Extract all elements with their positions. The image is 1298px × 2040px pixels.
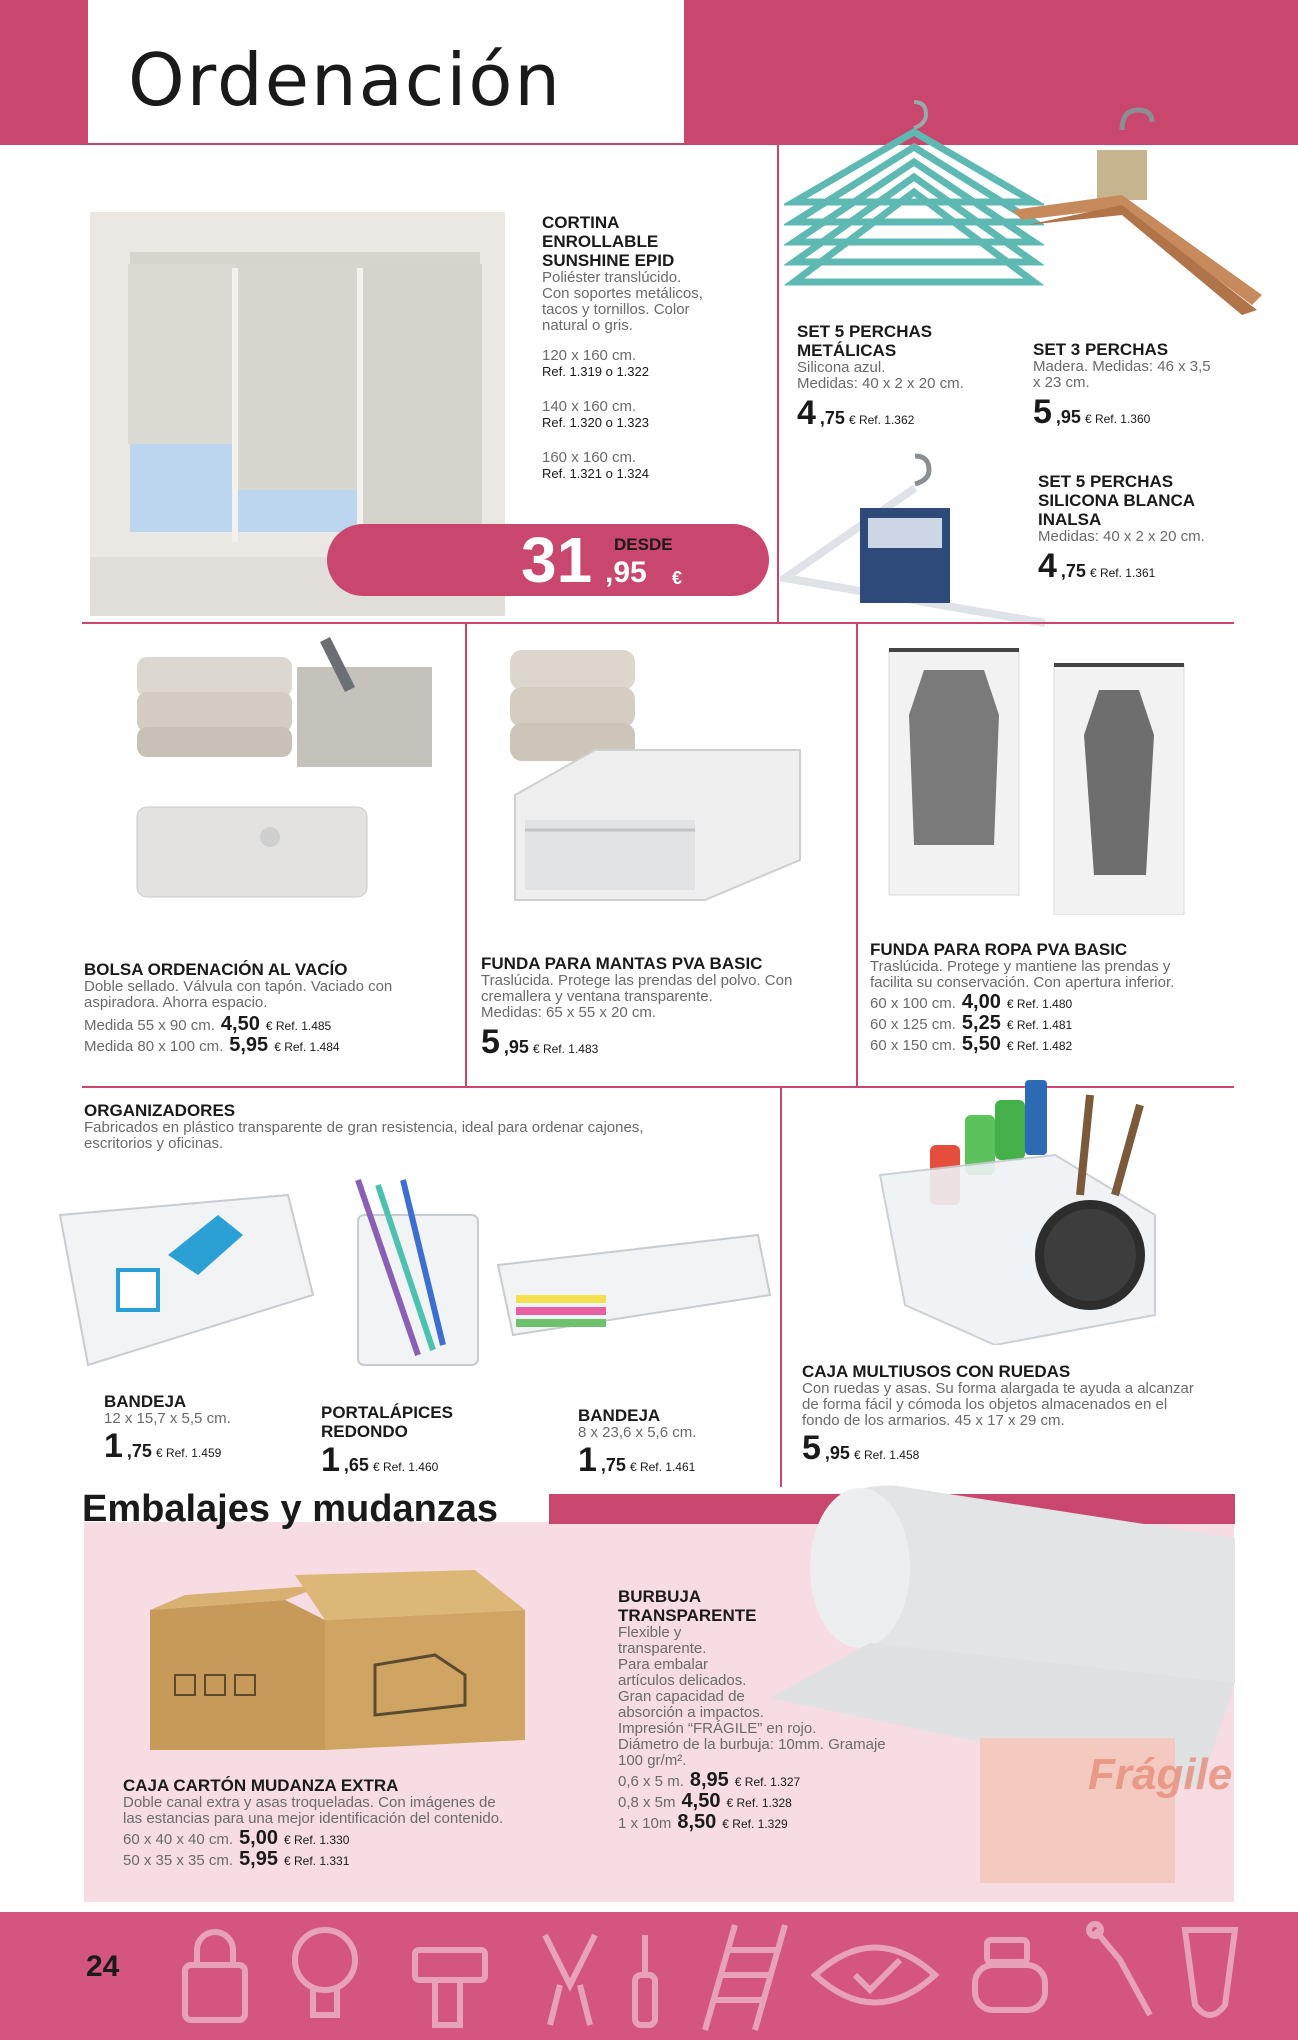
cortina-desc-3: tacos y tornillos. Color — [542, 301, 690, 318]
torch-icon — [1089, 1924, 1150, 2015]
caja-carton-ref-1: € Ref. 1.330 — [284, 1833, 350, 1847]
funda-ropa-desc-1: Traslúcida. Protege y mantiene las prendas y — [870, 958, 1171, 975]
funda-mantas-price-int: 5 — [481, 1023, 500, 1061]
bolsa-vacio-title: BOLSA ORDENACIÓN AL VACÍO — [84, 960, 348, 979]
burbuja-ref-1: € Ref. 1.327 — [734, 1775, 801, 1789]
perchas-madera-price-dec: ,95 — [1055, 407, 1081, 427]
funda-mantas-desc-3: Medidas: 65 x 55 x 20 cm. — [481, 1004, 657, 1021]
funda-mantas-image — [505, 645, 805, 915]
cortina-price-dec: ,95 — [605, 556, 647, 589]
organizadores-desc-2: escritorios y oficinas. — [84, 1135, 224, 1152]
bandeja-1-title: BANDEJA — [104, 1392, 187, 1411]
burbuja-size-2: 0,8 x 5m — [618, 1794, 676, 1811]
burbuja-ref-3: € Ref. 1.329 — [722, 1817, 788, 1831]
bulb-icon — [295, 1930, 355, 2015]
organizadores-image — [58, 1175, 778, 1375]
perchas-metalicas-desc-2: Medidas: 40 x 2 x 20 cm. — [797, 375, 964, 392]
screwdriver-icon — [635, 1935, 655, 2025]
burbuja-size-3: 1 x 10m — [618, 1815, 672, 1832]
cortina-price-int: 31 — [521, 524, 593, 596]
perchas-silicona-image — [780, 448, 1050, 633]
drill-icon — [415, 1950, 485, 2025]
caja-carton-title: CAJA CARTÓN MUDANZA EXTRA — [123, 1776, 399, 1795]
burbuja-price-3: 8,50 — [677, 1811, 717, 1833]
bolsa-vacio-size-1: Medida 55 x 90 cm. — [84, 1017, 215, 1034]
cortina-ref-2: Ref. 1.320 o 1.323 — [542, 415, 649, 430]
burbuja-print: Frágile — [1088, 1750, 1233, 1799]
cortina-title-1: CORTINA — [542, 213, 620, 232]
cortina-title-2: ENROLLABLE — [542, 232, 659, 251]
bandeja-2-title: BANDEJA — [578, 1406, 661, 1425]
page-title: Ordenación — [128, 38, 563, 122]
burbuja-desc-2: transparente. — [618, 1640, 707, 1657]
perchas-silicona-price-dec: ,75 — [1060, 561, 1086, 581]
portalapices-text — [321, 1403, 521, 1480]
caja-carton-text — [123, 1776, 603, 1871]
perchas-silicona-price-int: 4 — [1038, 547, 1057, 585]
bolsa-vacio-price-1: 4,50 — [220, 1013, 260, 1035]
tube-icon — [1185, 1930, 1235, 2015]
perchas-madera-title: SET 3 PERCHAS — [1033, 340, 1169, 359]
caja-multiusos-text — [802, 1362, 1252, 1468]
perchas-madera-desc-2: x 23 cm. — [1033, 374, 1090, 391]
caja-carton-desc-2: las estancias para una mejor identificación del contenido. — [123, 1810, 504, 1827]
burbuja-ref-2: € Ref. 1.328 — [726, 1796, 792, 1810]
perchas-metalicas-title-2: METÁLICAS — [797, 341, 897, 360]
bolsa-vacio-desc-1: Doble sellado. Válvula con tapón. Vaciado con — [84, 978, 393, 995]
pliers-icon — [545, 1935, 595, 2025]
cortina-size-1: 120 x 160 cm. — [542, 347, 637, 364]
burbuja-text — [618, 1587, 958, 1834]
caja-carton-image — [145, 1565, 545, 1755]
cortina-desc-2: Con soportes metálicos, — [542, 285, 703, 302]
bandeja-2-text — [578, 1406, 778, 1480]
perchas-metalicas-price-dec: ,75 — [819, 408, 845, 428]
funda-ropa-ref-1: € Ref. 1.480 — [1006, 997, 1073, 1011]
caja-carton-ref-2: € Ref. 1.331 — [284, 1854, 350, 1868]
funda-ropa-size-3: 60 x 150 cm. — [870, 1037, 956, 1054]
bandeja-1-text — [104, 1392, 304, 1466]
page-number: 24 — [86, 1950, 120, 1983]
funda-mantas-desc-1: Traslúcida. Protege las prendas del polvo. Con — [481, 972, 793, 989]
portalapices-title-2: REDONDO — [321, 1422, 408, 1441]
cortina-size-3: 160 x 160 cm. — [542, 449, 637, 466]
burbuja-desc-7: Impresión “FRÁGILE” en rojo. — [618, 1720, 817, 1737]
funda-ropa-image — [884, 645, 1194, 915]
caja-multiusos-title: CAJA MULTIUSOS CON RUEDAS — [802, 1362, 1071, 1381]
divider-h1 — [82, 622, 1234, 624]
funda-mantas-title: FUNDA PARA MANTAS PVA BASIC — [481, 954, 763, 973]
bolsa-vacio-desc-2: aspiradora. Ahorra espacio. — [84, 994, 268, 1011]
organizadores-desc-1: Fabricados en plástico transparente de gran resistencia, ideal para ordenar cajones, — [84, 1119, 644, 1136]
organizadores-title: ORGANIZADORES — [84, 1101, 236, 1120]
divider-row2-a — [465, 623, 467, 1087]
perchas-silicona-text — [1038, 472, 1263, 586]
perchas-madera-desc-1: Madera. Medidas: 46 x 3,5 — [1033, 358, 1211, 375]
bandeja-2-price-int: 1 — [578, 1441, 597, 1479]
cortina-ref-1: Ref. 1.319 o 1.322 — [542, 364, 649, 379]
perchas-silicona-title-1: SET 5 PERCHAS — [1038, 472, 1174, 491]
bolsa-vacio-ref-1: € Ref. 1.485 — [265, 1019, 332, 1033]
funda-mantas-desc-2: cremallera y ventana transparente. — [481, 988, 713, 1005]
caja-multiusos-desc-2: de forma fácil y cómoda los objetos almacenados en el — [802, 1396, 1168, 1413]
burbuja-title-2: TRANSPARENTE — [618, 1606, 757, 1625]
burbuja-desc-3: Para embalar — [618, 1656, 709, 1673]
burbuja-desc-5: Gran capacidad de — [618, 1688, 745, 1705]
perchas-silicona-title-2: SILICONA BLANCA — [1038, 491, 1196, 510]
cortina-title-3: SUNSHINE EPID — [542, 251, 675, 270]
burbuja-desc-8: Diámetro de la burbuja: 10mm. Gramaje — [618, 1736, 886, 1753]
funda-ropa-ref-2: € Ref. 1.481 — [1006, 1018, 1073, 1032]
funda-mantas-price-dec: ,95 — [503, 1037, 529, 1057]
perchas-metalicas-price-int: 4 — [797, 394, 816, 432]
funda-ropa-ref-3: € Ref. 1.482 — [1006, 1039, 1073, 1053]
caja-multiusos-desc-1: Con ruedas y asas. Su forma alargada te ayuda a alcanzar — [802, 1380, 1194, 1397]
perchas-madera-image — [1002, 100, 1272, 325]
bolsa-vacio-ref-2: € Ref. 1.484 — [274, 1040, 340, 1054]
bandeja-2-desc: 8 x 23,6 x 5,6 cm. — [578, 1424, 697, 1441]
portalapices-title-1: PORTALÁPICES — [321, 1403, 453, 1422]
burbuja-desc-6: absorción a impactos. — [618, 1704, 764, 1721]
bandeja-2-price-dec: ,75 — [600, 1455, 626, 1475]
compressor-icon — [975, 1940, 1045, 2010]
caja-multiusos-ref: € Ref. 1.458 — [853, 1448, 920, 1462]
burbuja-desc-4: artículos delicados. — [618, 1672, 747, 1689]
caja-carton-price-1: 5,00 — [239, 1827, 278, 1849]
bolsa-vacio-text — [84, 960, 454, 1057]
footer-icons — [175, 1915, 1285, 2035]
cortina-ref-3: Ref. 1.321 o 1.324 — [542, 466, 649, 481]
funda-ropa-text — [870, 940, 1270, 1056]
perchas-metalicas-text — [797, 322, 1007, 433]
organizadores-text — [84, 1101, 784, 1152]
burbuja-desc-1: Flexible y — [618, 1624, 682, 1641]
cortina-desc-4: natural o gris. — [542, 317, 633, 334]
bandeja-1-price-int: 1 — [104, 1427, 123, 1465]
perchas-madera-text — [1033, 340, 1258, 432]
lock-icon — [185, 1932, 245, 2020]
bolsa-vacio-size-2: Medida 80 x 100 cm. — [84, 1038, 224, 1055]
divider-row1 — [777, 145, 779, 623]
bandeja-1-ref: € Ref. 1.459 — [155, 1446, 222, 1460]
burbuja-desc-9: 100 gr/m². — [618, 1752, 687, 1769]
burbuja-price-1: 8,95 — [689, 1769, 729, 1791]
portalapices-price-dec: ,65 — [343, 1455, 369, 1475]
ladder-icon — [705, 1925, 785, 2030]
caja-carton-size-1: 60 x 40 x 40 cm. — [123, 1831, 234, 1848]
burbuja-size-1: 0,6 x 5 m. — [618, 1773, 684, 1790]
burbuja-title-1: BURBUJA — [618, 1587, 702, 1606]
section2-title: Embalajes y mudanzas — [82, 1488, 499, 1530]
perchas-madera-price-int: 5 — [1033, 393, 1052, 431]
cortina-text — [542, 213, 757, 481]
caja-carton-desc-1: Doble canal extra y asas troqueladas. Con imágenes de — [123, 1794, 496, 1811]
bandeja-1-desc: 12 x 15,7 x 5,5 cm. — [104, 1410, 231, 1427]
eye-check-icon — [815, 1948, 935, 2003]
bolsa-vacio-price-2: 5,95 — [229, 1034, 269, 1056]
burbuja-price-2: 4,50 — [681, 1790, 721, 1812]
cortina-desc-1: Poliéster translúcido. — [542, 269, 682, 286]
cortina-currency: € — [672, 568, 683, 588]
funda-mantas-ref: € Ref. 1.483 — [532, 1042, 599, 1056]
divider-row2-b — [856, 623, 858, 1087]
perchas-madera-ref: € Ref. 1.360 — [1084, 412, 1151, 426]
perchas-metalicas-desc-1: Silicona azul. — [797, 359, 886, 376]
caja-multiusos-desc-3: fondo de los armarios. 45 x 17 x 29 cm. — [802, 1412, 1065, 1429]
funda-ropa-price-1: 4,00 — [961, 991, 1001, 1013]
divider-row3 — [780, 1087, 782, 1487]
funda-ropa-size-2: 60 x 125 cm. — [870, 1016, 956, 1033]
portalapices-price-int: 1 — [321, 1441, 340, 1479]
bolsa-vacio-image — [135, 632, 435, 902]
bandeja-2-ref: € Ref. 1.461 — [629, 1460, 696, 1474]
funda-ropa-desc-2: facilita su conservación. Con apertura inferior. — [870, 974, 1175, 991]
bandeja-1-price-dec: ,75 — [126, 1441, 152, 1461]
portalapices-ref: € Ref. 1.460 — [372, 1460, 439, 1474]
caja-carton-size-2: 50 x 35 x 35 cm. — [123, 1852, 234, 1869]
caja-multiusos-price-dec: ,95 — [824, 1443, 850, 1463]
perchas-silicona-desc-1: Medidas: 40 x 2 x 20 cm. — [1038, 528, 1205, 545]
perchas-silicona-title-3: INALSA — [1038, 510, 1102, 529]
perchas-metalicas-ref: € Ref. 1.362 — [848, 413, 915, 427]
funda-ropa-price-3: 5,50 — [961, 1033, 1001, 1055]
caja-carton-price-2: 5,95 — [239, 1848, 278, 1870]
funda-ropa-size-1: 60 x 100 cm. — [870, 995, 956, 1012]
caja-multiusos-price-int: 5 — [802, 1429, 821, 1467]
funda-mantas-text — [481, 954, 861, 1062]
funda-ropa-price-2: 5,25 — [961, 1012, 1001, 1034]
cortina-size-2: 140 x 160 cm. — [542, 398, 637, 415]
perchas-metalicas-title-1: SET 5 PERCHAS — [797, 322, 933, 341]
caja-multiusos-image — [875, 1075, 1165, 1345]
cortina-desde: DESDE — [614, 535, 673, 554]
funda-ropa-title: FUNDA PARA ROPA PVA BASIC — [870, 940, 1128, 959]
perchas-silicona-ref: € Ref. 1.361 — [1089, 566, 1156, 580]
